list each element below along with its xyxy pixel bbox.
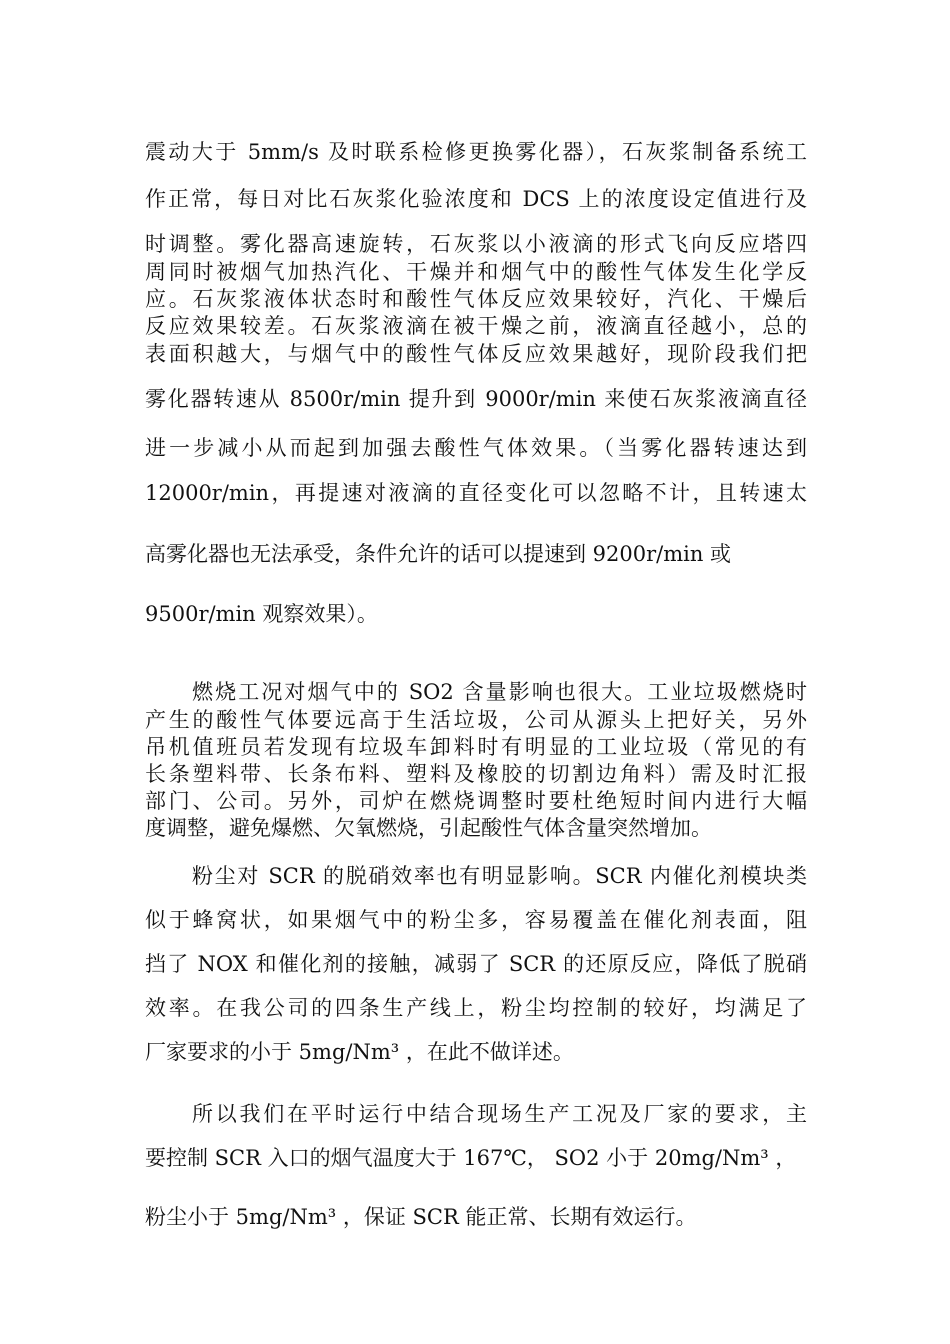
paragraph-2-line-3: 吊机值班员若发现有垃圾车卸料时有明显的工业垃圾（常见的有 (145, 735, 807, 759)
paragraph-3-line-4: 效率。在我公司的四条生产线上，粉尘均控制的较好，均满足了 (145, 996, 807, 1020)
paragraph-3-line-3: 挡了 NOX 和催化剂的接触，减弱了 SCR 的还原反应，降低了脱硝 (145, 952, 807, 976)
paragraph-1-line-8: 雾化器转速从 8500r/min 提升到 9000r/min 来使石灰浆液滴直径 (145, 387, 807, 411)
paragraph-2-line-2: 产生的酸性气体要远高于生活垃圾，公司从源头上把好关，另外 (145, 708, 807, 732)
paragraph-3-line-2: 似于蜂窝状，如果烟气中的粉尘多，容易覆盖在催化剂表面，阻 (145, 908, 807, 932)
paragraph-4-line-3: 粉尘小于 5mg/Nm³ ，保证 SCR 能正常、长期有效运行。 (145, 1205, 697, 1229)
paragraph-2-line-4: 长条塑料带、长条布料、塑料及橡胶的切割边角料）需及时汇报 (145, 762, 807, 786)
paragraph-1-line-7: 表面积越大，与烟气中的酸性气体反应效果越好，现阶段我们把 (145, 342, 807, 366)
paragraph-1-line-6: 反应效果较差。石灰浆液滴在被干燥之前，液滴直径越小，总的 (145, 314, 807, 338)
paragraph-1-line-11: 高雾化器也无法承受，条件允许的话可以提速到 9200r/min 或 (145, 542, 732, 566)
paragraph-2-line-6: 度调整，避免爆燃、欠氧燃烧，引起酸性气体含量突然增加。 (145, 816, 712, 840)
paragraph-1-line-1: 震动大于 5mm/s 及时联系检修更换雾化器），石灰浆制备系统工 (145, 140, 807, 164)
paragraph-1-line-10: 12000r/min，再提速对液滴的直径变化可以忽略不计，且转速太 (145, 481, 807, 505)
paragraph-1-line-5: 应。石灰浆液体状态时和酸性气体反应效果较好，汽化、干燥后 (145, 287, 807, 311)
paragraph-1-line-3: 时调整。雾化器高速旋转，石灰浆以小液滴的形式飞向反应塔四 (145, 232, 807, 256)
paragraph-1-line-12: 9500r/min 观察效果）。 (145, 602, 378, 626)
paragraph-1-line-4: 周同时被烟气加热汽化、干燥并和烟气中的酸性气体发生化学反 (145, 260, 807, 284)
paragraph-4-line-1: 所以我们在平时运行中结合现场生产工况及厂家的要求，主 (192, 1102, 807, 1126)
paragraph-1-line-2: 作正常，每日对比石灰浆化验浓度和 DCS 上的浓度设定值进行及 (145, 187, 807, 211)
paragraph-4-line-2: 要控制 SCR 入口的烟气温度大于 167℃， SO2 小于 20mg/Nm³ ， (145, 1146, 797, 1170)
paragraph-3-line-5: 厂家要求的小于 5mg/Nm³ ，在此不做详述。 (145, 1040, 574, 1064)
paragraph-1-line-9: 进一步减小从而起到加强去酸性气体效果。（当雾化器转速达到 (145, 436, 807, 460)
paragraph-3-line-1: 粉尘对 SCR 的脱硝效率也有明显影响。SCR 内催化剂模块类 (192, 864, 807, 888)
paragraph-2-line-5: 部门、公司。另外，司炉在燃烧调整时要杜绝短时间内进行大幅 (145, 789, 807, 813)
paragraph-2-line-1: 燃烧工况对烟气中的 SO2 含量影响也很大。工业垃圾燃烧时 (192, 680, 807, 704)
